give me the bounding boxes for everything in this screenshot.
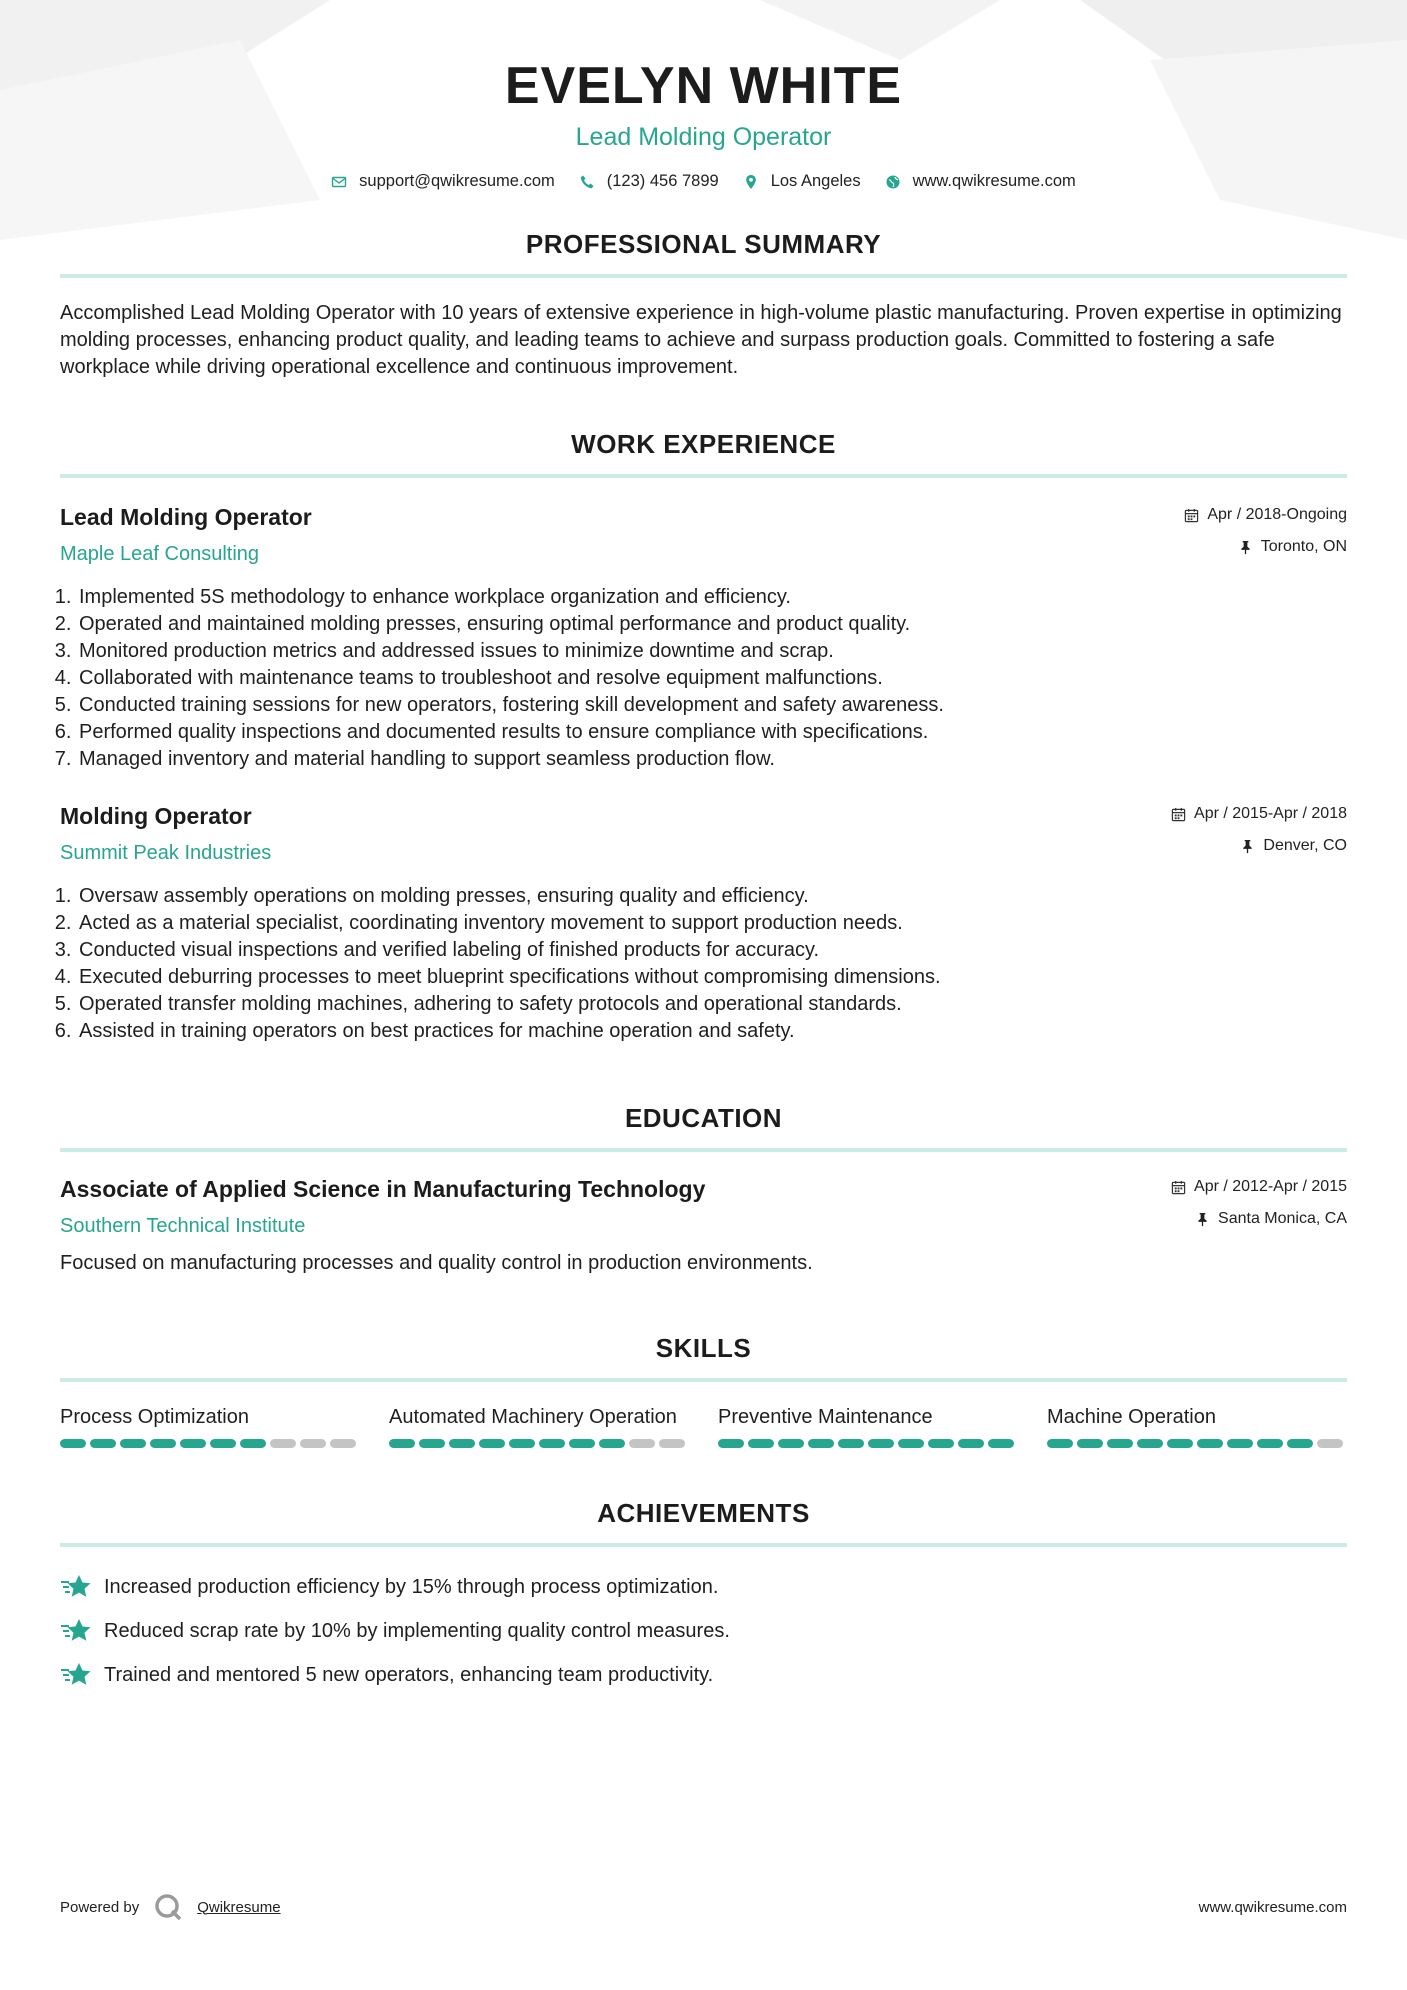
education-entry [60, 1176, 1347, 1275]
skill-level-segment [958, 1439, 984, 1448]
email-icon [331, 174, 347, 190]
duty-item: 5. Operated transfer molding machines, adhering to safety protocols and operational standards. [77, 991, 1347, 1018]
skill-item [60, 1404, 360, 1448]
company-name: Summit Peak Industries [60, 842, 272, 865]
duty-item: 4. Collaborated with maintenance teams to troubleshoot and resolve equipment malfunctions. [77, 665, 1347, 692]
skill-item [389, 1404, 689, 1448]
skill-level-segment [808, 1439, 834, 1448]
skill-level-bar [389, 1439, 689, 1448]
pushpin-icon [1195, 1212, 1210, 1227]
skill-level-segment [330, 1439, 356, 1448]
company-name: Maple Leaf Consulting [60, 543, 260, 566]
skill-level-segment [270, 1439, 296, 1448]
experience-section [60, 429, 1347, 1045]
contact-email[interactable] [331, 172, 555, 191]
skill-level-segment [389, 1439, 415, 1448]
education-meta [1171, 1176, 1347, 1230]
phone-icon [579, 174, 595, 190]
skill-level-segment [539, 1439, 565, 1448]
section-title-experience: WORK EXPERIENCE [60, 429, 1347, 478]
job-entry [60, 504, 1347, 773]
skill-level-segment [150, 1439, 176, 1448]
duty-item: 5. Conducted training sessions for new operators, fostering skill development and safety awareness. [77, 692, 1347, 719]
skill-level-segment [1227, 1439, 1253, 1448]
duty-item: 2. Acted as a material specialist, coordinating inventory movement to support production needs. [77, 910, 1347, 937]
qwikresume-logo-icon [153, 1892, 183, 1922]
skill-item [718, 1404, 1018, 1448]
duty-item: 1. Oversaw assembly operations on molding presses, ensuring quality and efficiency. [77, 883, 1347, 910]
skill-name: Automated Machinery Operation [389, 1406, 677, 1429]
section-title-summary: PROFESSIONAL SUMMARY [60, 229, 1347, 278]
duty-item: 3. Monitored production metrics and addressed issues to minimize downtime and scrap. [77, 638, 1347, 665]
candidate-name: EVELYN WHITE [504, 57, 903, 115]
contact-website[interactable] [885, 172, 1076, 191]
contact-bar [60, 172, 1347, 191]
skill-level-segment [748, 1439, 774, 1448]
skill-level-segment [1107, 1439, 1133, 1448]
location-pin-icon [743, 174, 759, 190]
skills-section [60, 1333, 1347, 1448]
skill-level-segment [629, 1439, 655, 1448]
skill-level-segment [1257, 1439, 1283, 1448]
job-meta [1171, 803, 1347, 857]
degree-title: Associate of Applied Science in Manufacturing Technology [60, 1176, 706, 1203]
skill-level-segment [718, 1439, 744, 1448]
skill-level-segment [1077, 1439, 1103, 1448]
duty-item: 7. Managed inventory and material handling to support seamless production flow. [77, 746, 1347, 773]
calendar-icon [1171, 807, 1186, 822]
skill-name: Process Optimization [60, 1406, 249, 1429]
skill-level-segment [449, 1439, 475, 1448]
duty-item: 6. Assisted in training operators on best practices for machine operation and safety. [77, 1018, 1347, 1045]
achievement-item [60, 1653, 1347, 1697]
job-location: Denver, CO [1263, 837, 1347, 855]
job-dates: Apr / 2015-Apr / 2018 [1194, 805, 1347, 823]
skill-level-segment [838, 1439, 864, 1448]
powered-by [60, 1892, 281, 1922]
powered-by-label: Powered by [60, 1898, 140, 1916]
skill-level-segment [778, 1439, 804, 1448]
summary-section [60, 229, 1347, 381]
phone-text: (123) 456 7899 [606, 172, 719, 191]
education-dates: Apr / 2012-Apr / 2015 [1194, 1178, 1347, 1196]
skill-level-segment [240, 1439, 266, 1448]
skill-level-segment [419, 1439, 445, 1448]
email-text: support@qwikresume.com [359, 172, 555, 191]
website-text: www.qwikresume.com [912, 172, 1076, 191]
page-footer [60, 1892, 1347, 1922]
skill-level-segment [1167, 1439, 1193, 1448]
skill-level-segment [1197, 1439, 1223, 1448]
contact-phone[interactable] [579, 172, 719, 191]
star-badge-icon [60, 1573, 92, 1601]
skill-name: Preventive Maintenance [718, 1406, 933, 1429]
star-badge-icon [60, 1661, 92, 1689]
skill-name: Machine Operation [1047, 1406, 1216, 1429]
skill-level-segment [210, 1439, 236, 1448]
skill-level-bar [718, 1439, 1018, 1448]
skill-level-segment [868, 1439, 894, 1448]
summary-text: Accomplished Lead Molding Operator with 10 years of extensive experience in high-volume plastic manufacturing. Proven expertise in optimizing molding processes, enhancing product quality, and leading teams to achieve and surpass production goals. Committed to fostering a safe workplace while driving operational excellence and continuous improvement. [60, 302, 1342, 379]
footer-website[interactable]: www.qwikresume.com [1198, 1898, 1347, 1916]
achievement-text: Increased production efficiency by 15% through process optimization. [104, 1575, 719, 1598]
job-title: Lead Molding Operator [60, 504, 312, 531]
job-dates: Apr / 2018-Ongoing [1207, 506, 1347, 524]
job-meta [1184, 504, 1347, 558]
star-badge-icon [60, 1617, 92, 1645]
duty-list [60, 584, 1347, 773]
skill-level-segment [509, 1439, 535, 1448]
skill-level-segment [90, 1439, 116, 1448]
skill-item [1047, 1404, 1347, 1448]
skill-level-segment [898, 1439, 924, 1448]
education-location: Santa Monica, CA [1218, 1210, 1347, 1228]
achievement-text: Reduced scrap rate by 10% by implementing quality control measures. [104, 1619, 730, 1642]
calendar-icon [1184, 508, 1199, 523]
education-section [60, 1103, 1347, 1275]
skill-level-segment [300, 1439, 326, 1448]
duty-item: 6. Performed quality inspections and documented results to ensure compliance with specifications. [77, 719, 1347, 746]
section-title-achievements: ACHIEVEMENTS [60, 1498, 1347, 1547]
location-text: Los Angeles [770, 172, 861, 191]
skill-level-segment [180, 1439, 206, 1448]
skill-level-segment [659, 1439, 685, 1448]
skill-level-segment [479, 1439, 505, 1448]
skill-level-segment [569, 1439, 595, 1448]
candidate-role: Lead Molding Operator [575, 123, 832, 152]
duty-item: 3. Conducted visual inspections and verified labeling of finished products for accuracy. [77, 937, 1347, 964]
qwikresume-link[interactable]: Qwikresume [197, 1898, 281, 1916]
skills-grid [60, 1404, 1347, 1448]
resume-header [60, 0, 1347, 191]
duty-list [60, 883, 1347, 1045]
section-title-education: EDUCATION [60, 1103, 1347, 1152]
calendar-icon [1171, 1180, 1186, 1195]
skill-level-segment [599, 1439, 625, 1448]
pushpin-icon [1238, 540, 1253, 555]
education-description: Focused on manufacturing processes and quality control in production environments. [60, 1252, 813, 1275]
achievement-item [60, 1565, 1347, 1609]
achievement-text: Trained and mentored 5 new operators, enhancing team productivity. [104, 1663, 714, 1686]
job-title: Molding Operator [60, 803, 252, 830]
skill-level-segment [988, 1439, 1014, 1448]
job-location: Toronto, ON [1260, 538, 1347, 556]
skill-level-bar [1047, 1439, 1347, 1448]
contact-location [743, 172, 861, 191]
globe-icon [885, 174, 901, 190]
section-title-skills: SKILLS [60, 1333, 1347, 1382]
duty-item: 2. Operated and maintained molding presses, ensuring optimal performance and product quality. [77, 611, 1347, 638]
skill-level-segment [928, 1439, 954, 1448]
skill-level-segment [1137, 1439, 1163, 1448]
school-name: Southern Technical Institute [60, 1215, 306, 1238]
achievement-item [60, 1609, 1347, 1653]
skill-level-segment [60, 1439, 86, 1448]
pushpin-icon [1240, 839, 1255, 854]
achievement-list [60, 1565, 1347, 1697]
duty-item: 4. Executed deburring processes to meet blueprint specifications without compromising dimensions. [77, 964, 1347, 991]
duty-item: 1. Implemented 5S methodology to enhance workplace organization and efficiency. [77, 584, 1347, 611]
skill-level-segment [1317, 1439, 1343, 1448]
job-entry [60, 803, 1347, 1045]
skill-level-segment [1287, 1439, 1313, 1448]
skill-level-segment [120, 1439, 146, 1448]
achievements-section [60, 1498, 1347, 1697]
skill-level-segment [1047, 1439, 1073, 1448]
skill-level-bar [60, 1439, 360, 1448]
